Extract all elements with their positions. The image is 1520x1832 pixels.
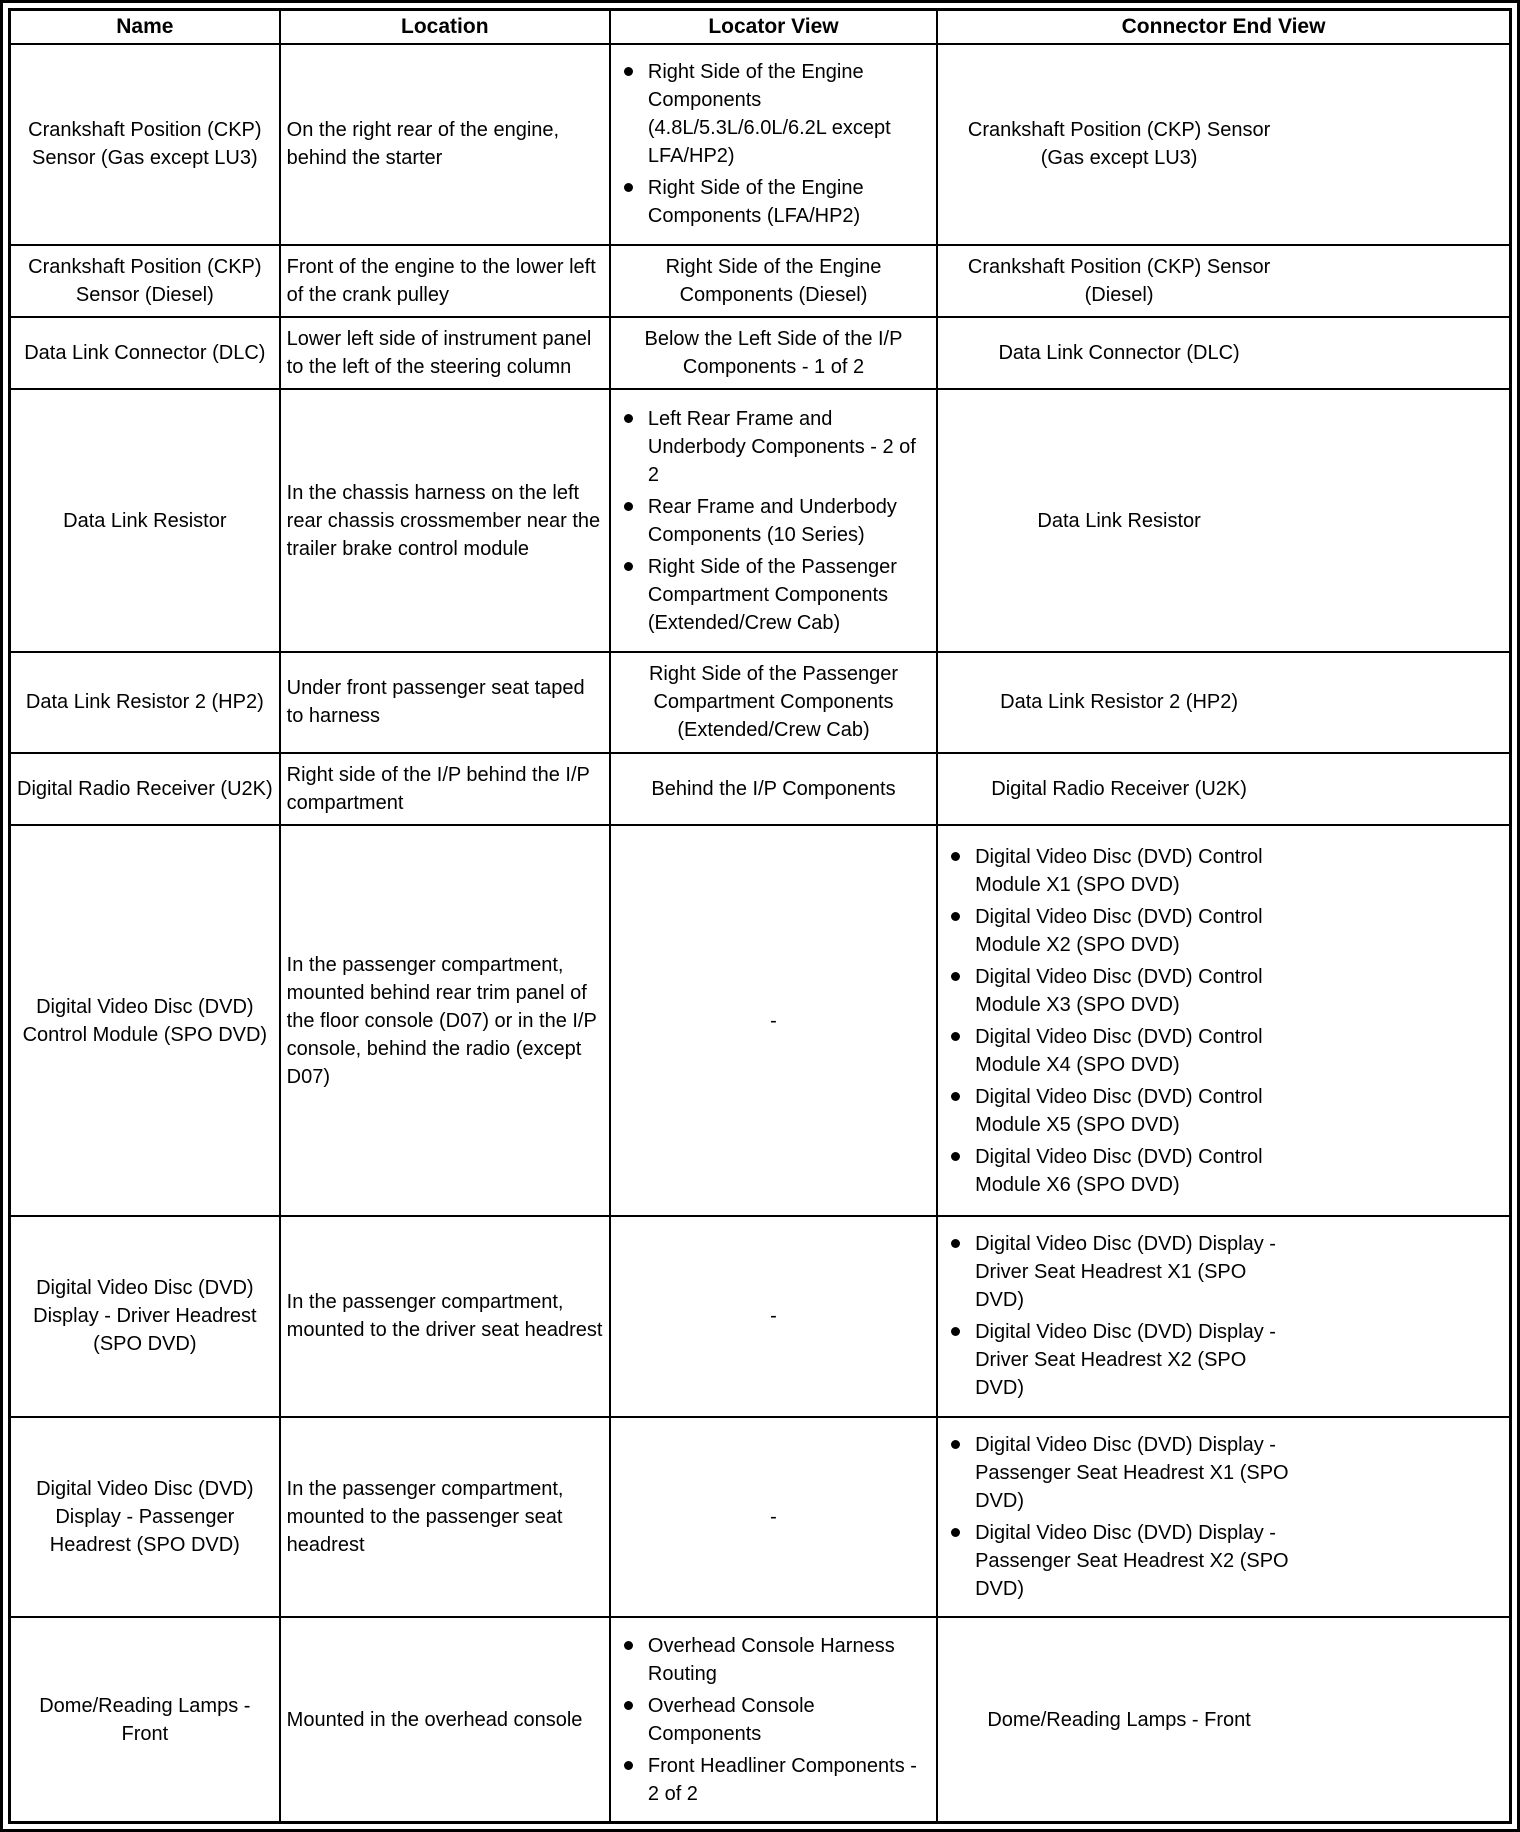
reference-item: Right Side of the Passenger Compartment Components (Extended/Crew Cab) (617, 553, 930, 637)
connector-end-view-cell (937, 825, 1510, 1216)
locator-view-cell (610, 1216, 937, 1417)
locator-view-cell (610, 825, 937, 1216)
location-cell: Lower left side of instrument panel to the left of the steering column (280, 317, 610, 389)
header-location: Location (280, 10, 610, 45)
name-cell: Digital Video Disc (DVD) Control Module (SPO DVD) (10, 825, 280, 1216)
connector-end-view-cell (937, 245, 1510, 317)
reference-item: Digital Video Disc (DVD) Display - Driver Seat Headrest X1 (SPO DVD) (944, 1230, 1294, 1314)
locator-view-cell (610, 44, 937, 245)
table-row (10, 44, 1511, 245)
name-cell: Data Link Resistor (10, 389, 280, 652)
reference-item: Digital Video Disc (DVD) Control Module X4 (SPO DVD) (944, 1023, 1294, 1079)
location-cell: In the passenger compartment, mounted to the passenger seat headrest (280, 1417, 610, 1618)
reference-list (944, 843, 1294, 1199)
name-cell: Crankshaft Position (CKP) Sensor (Diesel) (10, 245, 280, 317)
reference-item: Right Side of the Engine Components (4.8L/5.3L/6.0L/6.2L except LFA/HP2) (617, 58, 930, 170)
connector-end-view-cell (937, 1216, 1510, 1417)
table-row (10, 1216, 1511, 1417)
reference-text: - (770, 1305, 777, 1328)
reference-item: Overhead Console Harness Routing (617, 1632, 930, 1688)
reference-text: Data Link Connector (DLC) (998, 342, 1240, 365)
reference-item: Left Rear Frame and Underbody Components - 2 of 2 (617, 405, 930, 489)
reference-item: Right Side of the Engine Components (LFA/HP2) (617, 174, 930, 230)
location-cell: In the chassis harness on the left rear chassis crossmember near the trailer brake control module (280, 389, 610, 652)
table-row (10, 245, 1511, 317)
locator-view-cell (610, 389, 937, 652)
connector-end-view-cell (937, 44, 1510, 245)
reference-item: Digital Video Disc (DVD) Display - Passenger Seat Headrest X2 (SPO DVD) (944, 1519, 1294, 1603)
location-cell: In the passenger compartment, mounted behind rear trim panel of the floor console (D07) or in the I/P console, behind the radio (except D07) (280, 825, 610, 1216)
name-cell: Dome/Reading Lamps - Front (10, 1617, 280, 1822)
name-cell: Data Link Resistor 2 (HP2) (10, 652, 280, 753)
reference-list (617, 58, 930, 230)
name-cell: Crankshaft Position (CKP) Sensor (Gas except LU3) (10, 44, 280, 245)
reference-list (944, 1230, 1294, 1402)
connector-end-view-cell (937, 1417, 1510, 1618)
location-cell: On the right rear of the engine, behind the starter (280, 44, 610, 245)
reference-text: Crankshaft Position (CKP) Sensor (Gas except LU3) (967, 119, 1271, 170)
reference-text: Data Link Resistor 2 (HP2) (1000, 691, 1239, 714)
table-row (10, 317, 1511, 389)
table-row (10, 389, 1511, 652)
reference-text: Crankshaft Position (CKP) Sensor (Diesel) (967, 255, 1271, 306)
location-cell: Under front passenger seat taped to harness (280, 652, 610, 753)
reference-item: Digital Video Disc (DVD) Control Module X6 (SPO DVD) (944, 1143, 1294, 1199)
reference-item: Digital Video Disc (DVD) Control Module X2 (SPO DVD) (944, 903, 1294, 959)
connector-end-view-cell (937, 753, 1510, 825)
reference-list (944, 1431, 1294, 1603)
connector-end-view-cell (937, 652, 1510, 753)
name-cell: Data Link Connector (DLC) (10, 317, 280, 389)
header-connector-end-view: Connector End View (937, 10, 1510, 45)
reference-text: Data Link Resistor (1037, 509, 1201, 532)
table-row (10, 825, 1511, 1216)
locator-view-cell (610, 652, 937, 753)
reference-text: Digital Radio Receiver (U2K) (991, 778, 1247, 801)
location-cell: In the passenger compartment, mounted to the driver seat headrest (280, 1216, 610, 1417)
reference-text: - (770, 1009, 777, 1032)
location-cell: Front of the engine to the lower left of the crank pulley (280, 245, 610, 317)
reference-item: Front Headliner Components - 2 of 2 (617, 1752, 930, 1808)
location-cell: Right side of the I/P behind the I/P compartment (280, 753, 610, 825)
locator-view-cell (610, 753, 937, 825)
reference-item: Digital Video Disc (DVD) Control Module X1 (SPO DVD) (944, 843, 1294, 899)
table-row (10, 1617, 1511, 1822)
table-row (10, 652, 1511, 753)
component-table-body (10, 44, 1511, 1823)
reference-list (617, 405, 930, 637)
reference-item: Overhead Console Components (617, 1692, 930, 1748)
name-cell: Digital Radio Receiver (U2K) (10, 753, 280, 825)
reference-item: Digital Video Disc (DVD) Display - Passenger Seat Headrest X1 (SPO DVD) (944, 1431, 1294, 1515)
reference-text: Behind the I/P Components (651, 778, 896, 801)
reference-item: Digital Video Disc (DVD) Display - Driver Seat Headrest X2 (SPO DVD) (944, 1318, 1294, 1402)
reference-item: Digital Video Disc (DVD) Control Module X3 (SPO DVD) (944, 963, 1294, 1019)
reference-item: Rear Frame and Underbody Components (10 Series) (617, 493, 930, 549)
locator-view-cell (610, 317, 937, 389)
header-row (10, 10, 1511, 45)
reference-list (617, 1632, 930, 1808)
connector-end-view-cell (937, 317, 1510, 389)
name-cell: Digital Video Disc (DVD) Display - Passenger Headrest (SPO DVD) (10, 1417, 280, 1618)
component-location-table (8, 8, 1512, 1824)
locator-view-cell (610, 1417, 937, 1618)
locator-view-cell (610, 245, 937, 317)
name-cell: Digital Video Disc (DVD) Display - Driver Headrest (SPO DVD) (10, 1216, 280, 1417)
connector-end-view-cell (937, 1617, 1510, 1822)
location-cell: Mounted in the overhead console (280, 1617, 610, 1822)
table-row (10, 1417, 1511, 1618)
table-row (10, 753, 1511, 825)
reference-item: Digital Video Disc (DVD) Control Module X5 (SPO DVD) (944, 1083, 1294, 1139)
header-locator-view: Locator View (610, 10, 937, 45)
header-name: Name (10, 10, 280, 45)
reference-text: Dome/Reading Lamps - Front (987, 1708, 1251, 1731)
reference-text: Right Side of the Engine Components (Diesel) (665, 255, 882, 306)
locator-view-cell (610, 1617, 937, 1822)
reference-text: Right Side of the Passenger Compartment Components (Extended/Crew Cab) (648, 663, 899, 742)
connector-end-view-cell (937, 389, 1510, 652)
reference-text: - (770, 1506, 777, 1528)
reference-text: Below the Left Side of the I/P Components - 1 of 2 (644, 328, 903, 379)
